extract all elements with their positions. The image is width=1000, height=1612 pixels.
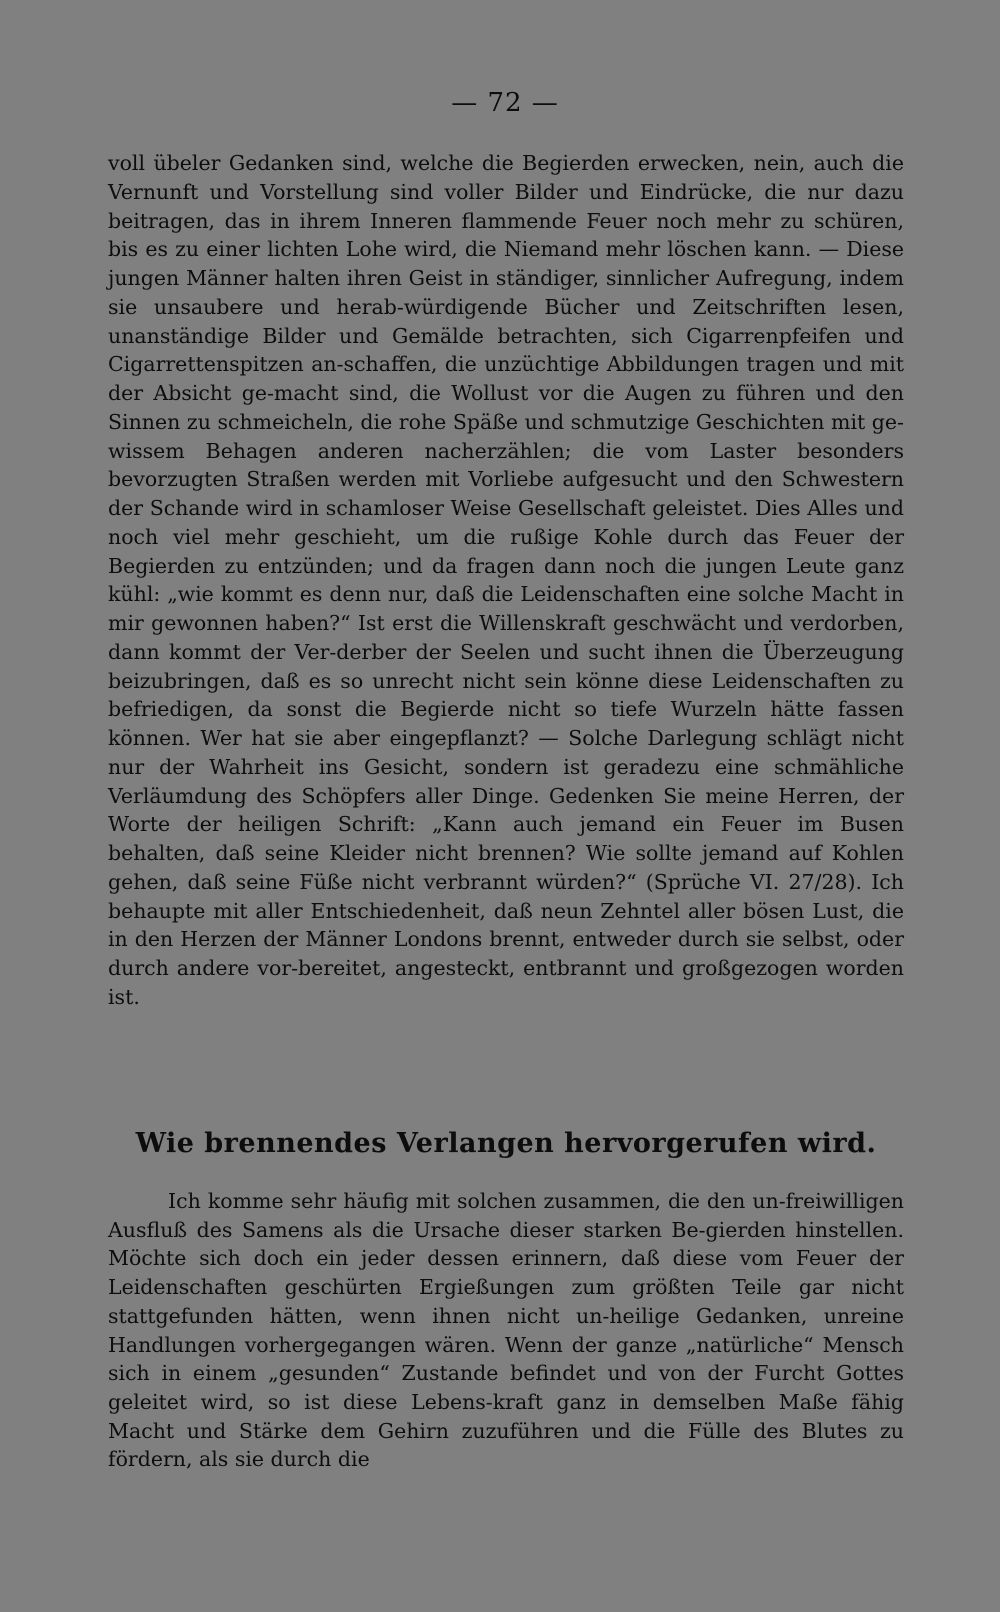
section-heading: Wie brennendes Verlangen hervorgerufen wird. — [135, 1128, 877, 1159]
page-number: — 72 — — [451, 88, 559, 118]
paragraph: Ich komme sehr häufig mit solchen zusammen, die den un-freiwilligen Ausfluß des Samens als die Ursache dieser starken Be-gierden hinstellen. Möchte sich doch ein jeder dessen erinnern, daß diese vom Feuer der Leidenschaften geschürten Ergießungen zum größten Teile gar nicht stattgefunden hätten, wenn ihnen nicht un-heilige Gedanken, unreine Handlungen vorhergegangen wären. Wenn der ganze „natürliche“ Mensch sich in einem „gesunden“ Zustande befindet und von der Furcht Gottes geleitet wird, so ist diese Lebens-kraft ganz in demselben Maße fähig Macht und Stärke dem Gehirn zuzuführen und die Fülle des Blutes zu fördern, als sie durch die — [108, 1189, 904, 1472]
paragraph: voll übeler Gedanken sind, welche die Begierden erwecken, nein, auch die Vernunft und Vorstellung sind voller Bilder und Eindrücke, die nur dazu beitragen, das in ihrem Inneren flammende Feuer noch mehr zu schüren, bis es zu einer lichten Lohe wird, die Niemand mehr löschen kann. — Diese jungen Männer halten ihren Geist in ständiger, sinnlicher Aufregung, indem sie unsaubere und herab-würdigende Bücher und Zeitschriften lesen, unanständige Bilder und Gemälde betrachten, sich Cigarrenpfeifen und Cigarrettenspitzen an-schaffen, die unzüchtige Abbildungen tragen und mit der Absicht ge-macht sind, die Wollust vor die Augen zu führen und den Sinnen zu schmeicheln, die rohe Späße und schmutzige Geschichten mit ge-wissem Behagen anderen nacherzählen; die vom Laster besonders bevorzugten Straßen werden mit Vorliebe aufgesucht und den Schwestern der Schande wird in schamloser Weise Gesellschaft geleistet. Dies Alles und noch viel mehr geschieht, um die rußige Kohle durch das Feuer der Begierden zu entzünden; und da fragen dann noch die jungen Leute ganz kühl: „wie kommt es denn nur, daß die Leidenschaften eine solche Macht in mir gewonnen haben?“ Ist erst die Willenskraft geschwächt und verdorben, dann kommt der Ver-derber der Seelen und sucht ihnen die Überzeugung beizubringen, daß es so unrecht nicht sein könne diese Leidenschaften zu befriedigen, da sonst die Begierde nicht so tiefe Wurzeln hätte fassen können. Wer hat sie aber eingepflanzt? — Solche Darlegung schlägt nicht nur der Wahrheit ins Gesicht, sondern ist geradezu eine schmähliche Verläumdung des Schöpfers aller Dinge. Gedenken Sie meine Herren, der Worte der heiligen Schrift: „Kann auch jemand ein Feuer im Busen behalten, daß seine Kleider nicht brennen? Wie sollte jemand auf Kohlen gehen, daß seine Füße nicht verbrannt würden?“ (Sprüche VI. 27/28). Ich behaupte mit aller Entschiedenheit, daß neun Zehntel aller bösen Lust, die in den Herzen der Männer Londons brennt, entweder durch sie selbst, oder durch andere vor-bereitet, angesteckt, entbrannt und großgezogen worden ist. — [108, 151, 904, 1009]
body-text-lower — [108, 1187, 904, 1474]
body-text-upper — [108, 149, 904, 1012]
